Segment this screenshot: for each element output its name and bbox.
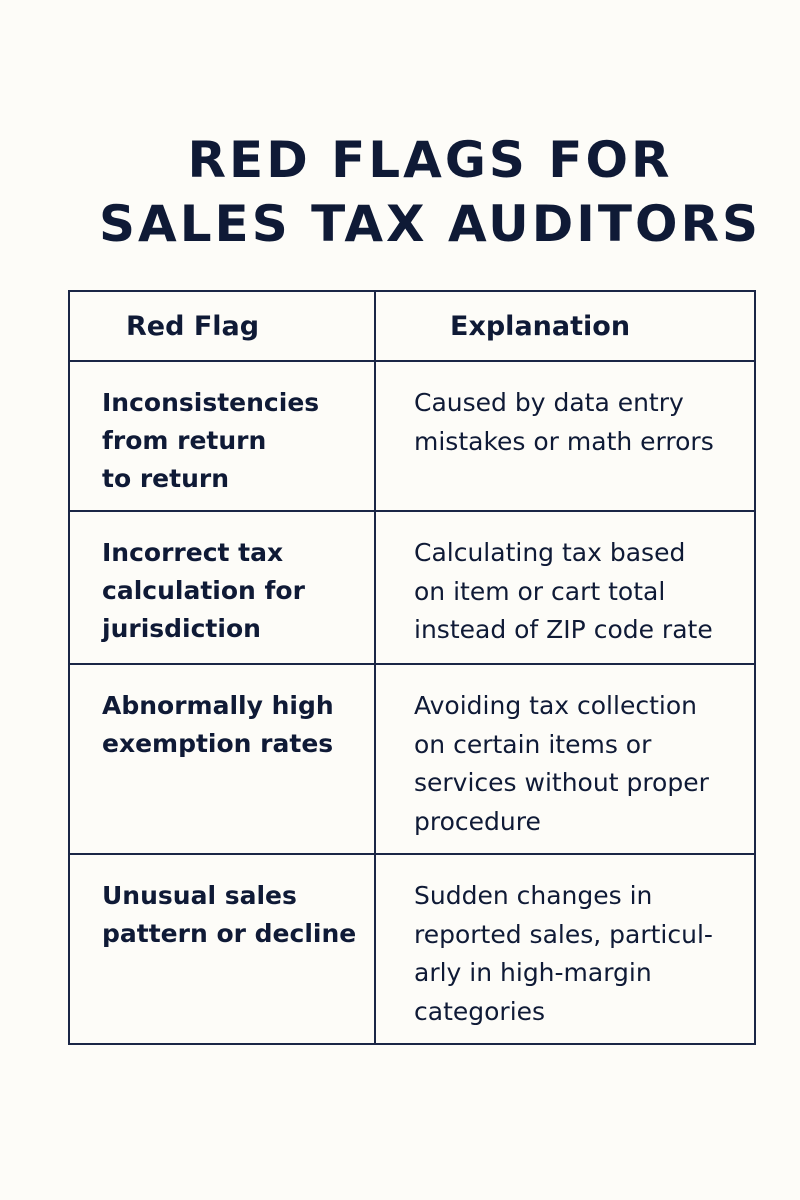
red-flag-cell	[69, 854, 375, 1044]
explanation-text: arly in high-margin	[414, 958, 652, 987]
red-flag-text: Incorrect tax	[102, 538, 284, 567]
table-row	[69, 511, 755, 664]
explanation-text: procedure	[414, 806, 541, 836]
red-flag-text: pattern or decline	[102, 919, 357, 948]
explanation-text: mistakes or math errors	[414, 426, 714, 456]
table-row	[69, 664, 755, 854]
column-header-explanation: Explanation	[375, 291, 755, 361]
explanation-text: Caused by data entry	[414, 388, 684, 417]
explanation-cell	[375, 361, 755, 511]
red-flag-cell	[69, 664, 375, 854]
red-flag-cell	[69, 361, 375, 511]
explanation-text: Sudden changes in	[414, 881, 653, 910]
table-row	[69, 854, 755, 1044]
explanation-cell	[375, 511, 755, 664]
column-header-red-flag: Red Flag	[69, 291, 375, 361]
explanation-text: on certain items or	[414, 729, 652, 759]
red-flag-text: from return	[102, 426, 267, 455]
table-header-row	[69, 291, 755, 361]
red-flag-text: jurisdiction	[102, 614, 261, 643]
explanation-text: Calculating tax based	[414, 538, 686, 567]
explanation-text: reported sales, particul-	[414, 919, 713, 949]
red-flag-text: Inconsistencies	[102, 388, 320, 417]
red-flag-text: Unusual sales	[102, 881, 297, 910]
red-flag-text: to return	[102, 464, 229, 493]
red-flags-table	[68, 290, 756, 1045]
red-flag-cell	[69, 511, 375, 664]
explanation-cell	[375, 664, 755, 854]
explanation-text: instead of ZIP code rate	[414, 615, 713, 644]
red-flag-text: exemption rates	[102, 729, 334, 758]
explanation-text: services without proper	[414, 768, 709, 797]
explanation-text: Avoiding tax collection	[414, 691, 697, 720]
title-line-1: RED FLAGS FOR	[187, 131, 673, 189]
table-row	[69, 361, 755, 511]
page-title	[0, 128, 800, 256]
explanation-text: on item or cart total	[414, 576, 666, 606]
title-line-2: SALES TAX AUDITORS	[98, 195, 761, 253]
explanation-cell	[375, 854, 755, 1044]
red-flag-text: Abnormally high	[102, 691, 334, 720]
explanation-text: categories	[414, 996, 546, 1026]
red-flag-text: calculation for	[102, 576, 305, 605]
